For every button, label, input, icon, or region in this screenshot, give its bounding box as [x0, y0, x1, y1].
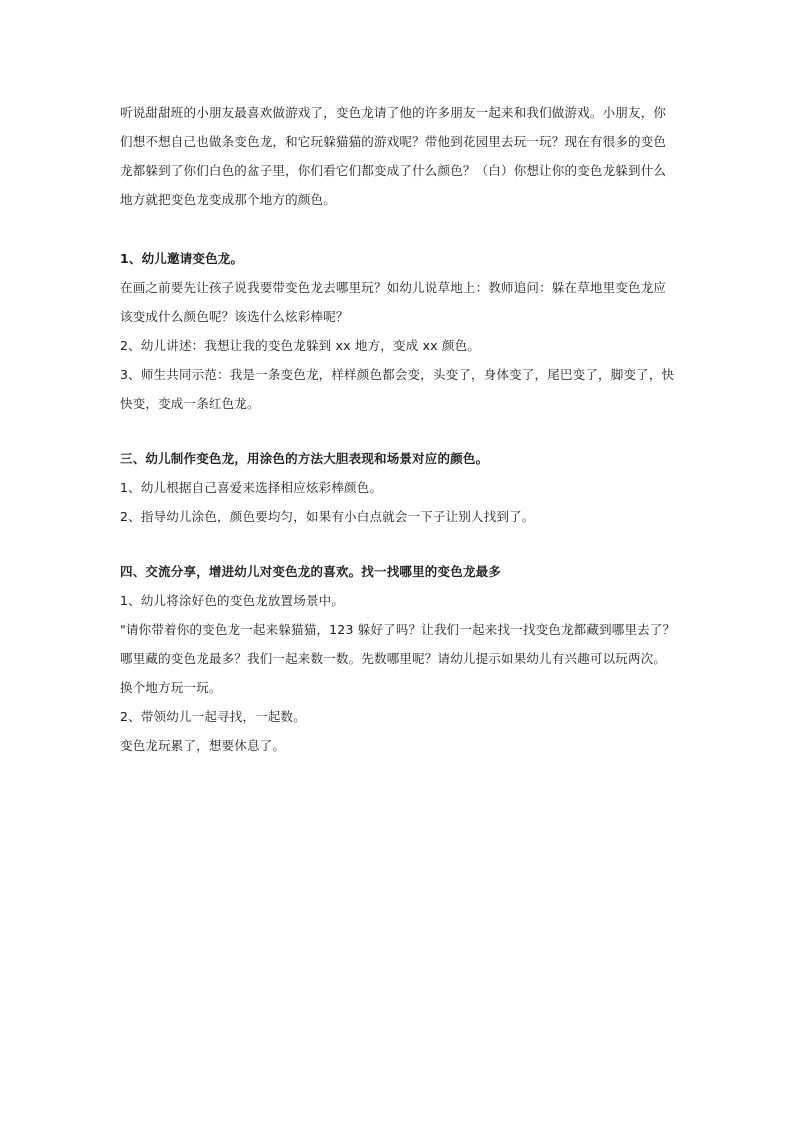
intro-paragraph: 听说甜甜班的小朋友最喜欢做游戏了，变色龙请了他的许多朋友一起来和我们做游戏。小朋友，你们想不想自己也做条变色龙，和它玩躲猫猫的游戏呢？带他到花园里去玩一玩？现在有很多的变色龙都躲到了你们白色的盆子里，你们看它们都变成了什么颜色？（白）你想让你的变色龙躲到什么地方就把变色龙变成那个地方的颜色。: [120, 105, 667, 207]
document-body: [120, 98, 676, 760]
section-1-heading: 1、幼儿邀请变色龙。: [120, 251, 244, 266]
section-4-heading: 四、交流分享，增进幼儿对变色龙的喜欢。找一找哪里的变色龙最多: [120, 564, 502, 579]
spacer: [120, 531, 676, 557]
section-1-paragraph-3: 3、师生共同示范：我是一条变色龙，样样颜色都会变，头变了，身体变了，尾巴变了，脚变了，快快变，变成一条红色龙。: [120, 367, 675, 411]
section-1-paragraph-2: 2、幼儿讲述：我想让我的变色龙躲到 xx 地方，变成 xx 颜色。: [120, 338, 481, 353]
section-4-paragraph-1: 1、幼儿将涂好色的变色龙放置场景中。: [120, 593, 345, 608]
section-4-paragraph-4: 变色龙玩累了，想要休息了。: [120, 738, 286, 753]
section-1-paragraph-1: 在画之前要先让孩子说我要带变色龙去哪里玩？如幼儿说草地上：教师追问：躲在草地里变色龙应该变成什么颜色呢？该选什么炫彩棒呢？: [120, 280, 667, 324]
section-3-heading: 三、幼儿制作变色龙，用涂色的方法大胆表现和场景对应的颜色。: [120, 451, 489, 466]
spacer: [120, 214, 676, 244]
section-4-paragraph-2: "请你带着你的变色龙一起来躲猫猫，123 躲好了吗？让我们一起来找一找变色龙都藏到哪里去了？哪里藏的变色龙最多？我们一起来数一数。先数哪里呢？请幼儿提示如果幼儿有兴趣可以玩两次。换个地方玩一玩。: [120, 622, 676, 695]
spacer: [120, 418, 676, 444]
section-3-paragraph-1: 1、幼儿根据自己喜爱来选择相应炫彩棒颜色。: [120, 480, 383, 495]
section-4-paragraph-3: 2、带领幼儿一起寻找，一起数。: [120, 709, 306, 724]
section-3-paragraph-2: 2、指导幼儿涂色，颜色要均匀，如果有小白点就会一下子让别人找到了。: [120, 509, 535, 524]
